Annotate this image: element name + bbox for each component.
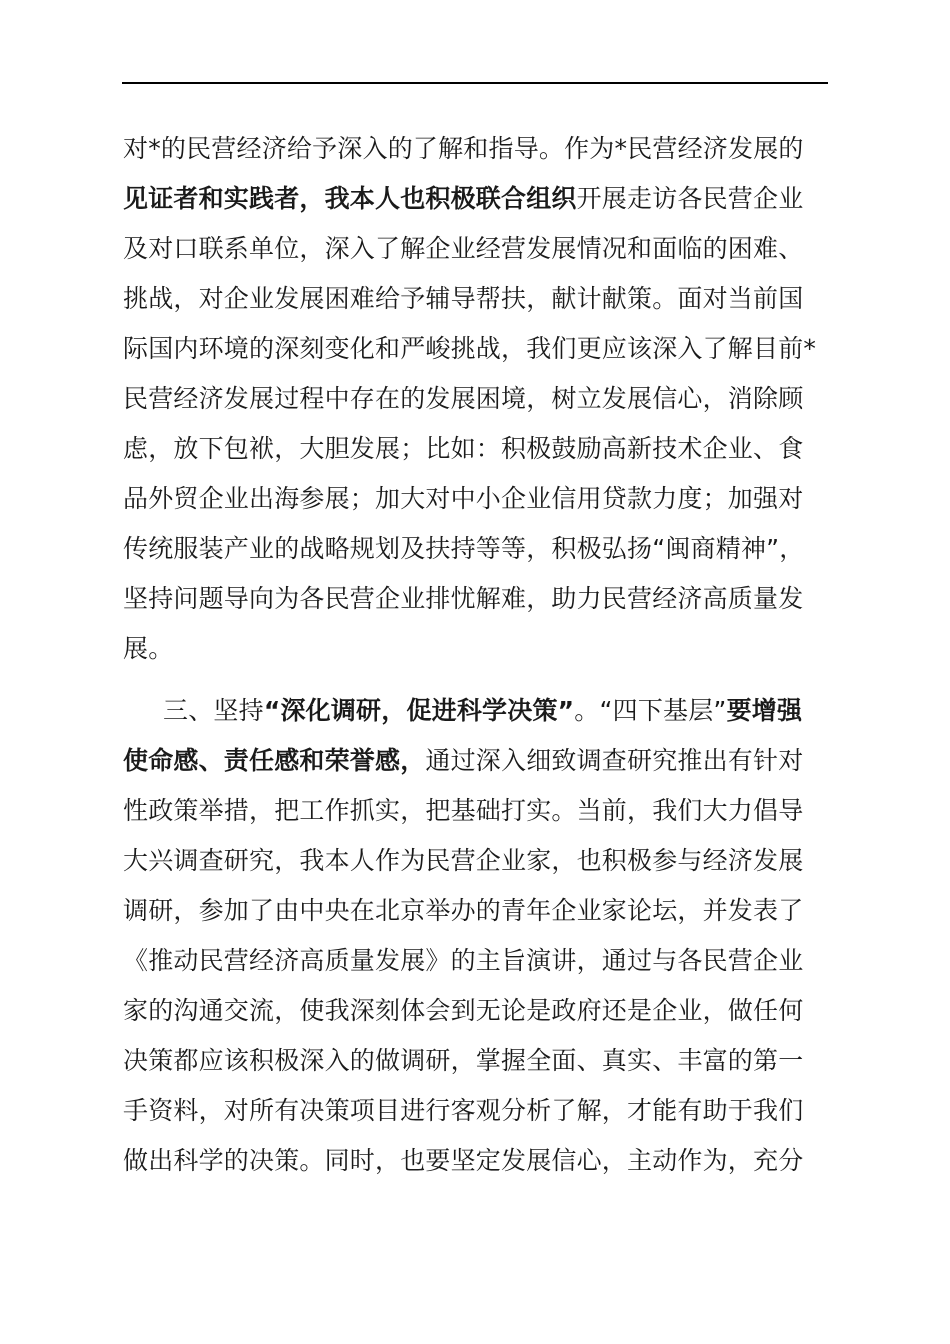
text-line: 性政策举措，把工作抓实，把基础打实。当前，我们大力倡导	[123, 796, 804, 825]
text-line: 民营经济发展过程中存在的发展困境，树立发展信心，消除顾	[123, 384, 804, 413]
text-line: 决策都应该积极深入的做调研，掌握全面、真实、丰富的第一	[123, 1046, 804, 1075]
paragraph-2	[123, 686, 833, 1186]
text-line: 手资料，对所有决策项目进行客观分析了解，才能有助于我们	[123, 1096, 804, 1125]
text-line: 展。	[123, 634, 174, 663]
document-body	[123, 124, 833, 1186]
text-span: 开展走访各民营企业	[576, 184, 804, 213]
text-line	[123, 686, 833, 736]
text-line: 虑，放下包袱，大胆发展；比如：积极鼓励高新技术企业、食	[123, 434, 804, 463]
text-line: 对*的民营经济给予深入的了解和指导。作为*民营经济发展的	[123, 134, 804, 163]
text-line: 及对口联系单位，深入了解企业经营发展情况和面临的困难、	[123, 234, 804, 263]
text-line: 挑战，对企业发展困难给予辅导帮扶，献计献策。面对当前国	[123, 284, 804, 313]
bold-text: 使命感、责任感和荣誉感，	[123, 746, 426, 775]
paragraph-1	[123, 124, 833, 674]
text-line	[123, 174, 833, 224]
text-line: 家的沟通交流，使我深刻体会到无论是政府还是企业，做任何	[123, 996, 804, 1025]
text-line: 传统服装产业的战略规划及扶持等等，积极弘扬“闽商精神”，	[123, 534, 805, 563]
text-line: 做出科学的决策。同时，也要坚定发展信心，主动作为，充分	[123, 1146, 804, 1175]
text-line: 际国内环境的深刻变化和严峻挑战，我们更应该深入了解目前*	[123, 334, 817, 363]
section-heading: 三、坚持	[163, 696, 264, 725]
bold-text: 要增强	[726, 696, 803, 725]
text-span: 。“四下基层”	[574, 696, 727, 725]
text-line: 坚持问题导向为各民营企业排忧解难，助力民营经济高质量发	[123, 584, 804, 613]
text-line	[123, 736, 833, 786]
paragraph-gap	[123, 674, 833, 686]
header-rule	[122, 82, 828, 84]
section-title: “深化调研，促进科学决策”	[263, 696, 575, 725]
text-line: 调研，参加了由中央在北京举办的青年企业家论坛，并发表了	[123, 896, 804, 925]
text-line: 品外贸企业出海参展；加大对中小企业信用贷款力度；加强对	[123, 484, 804, 513]
bold-text: 见证者和实践者，我本人也积极联合组织	[123, 184, 577, 213]
text-line: 《推动民营经济高质量发展》的主旨演讲，通过与各民营企业	[123, 946, 804, 975]
text-line: 大兴调查研究，我本人作为民营企业家，也积极参与经济发展	[123, 846, 804, 875]
text-span: 通过深入细致调查研究推出有针对	[425, 746, 804, 775]
